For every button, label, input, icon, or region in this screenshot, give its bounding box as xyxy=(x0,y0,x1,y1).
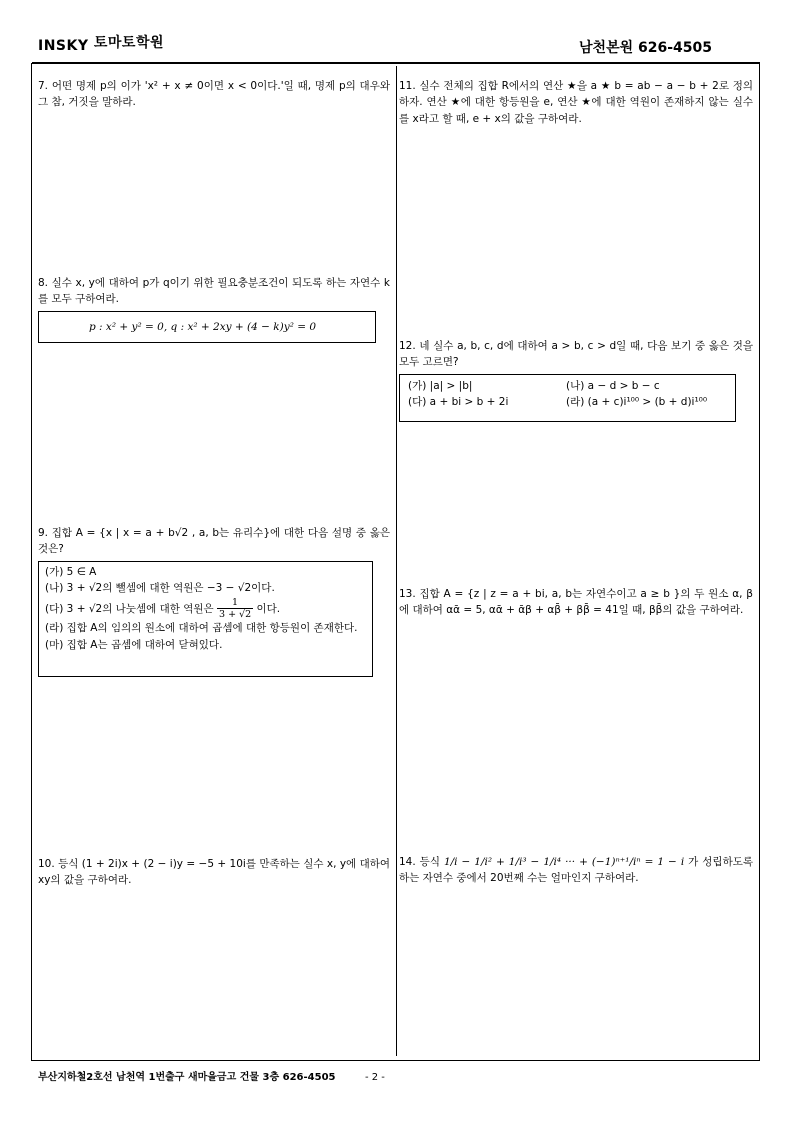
question-9-option-a: (가) 5 ∈ A xyxy=(45,566,97,578)
question-12-option-a: (가) |a| > |b| xyxy=(408,380,473,392)
brand xyxy=(38,36,164,58)
question-9: 9. 집합 A = {x | x = a + b√2 , a, b는 유리수}에 대한 다음 설명 중 옳은 것은? xyxy=(38,527,390,556)
question-12: 12. 네 실수 a, b, c, d에 대하여 a > b, c > d일 때, 다음 보기 중 옳은 것을 모두 고르면? xyxy=(399,340,753,369)
question-14-series: 1/i − 1/i² + 1/i³ − 1/i⁴ ··· + (−1)ⁿ⁺¹/iⁿ = 1 − i xyxy=(443,856,685,868)
question-13: 13. 집합 A = {z | z = a + bi, a, b는 자연수이고 a ≥ b }의 두 원소 α, β에 대하여 αᾱ = 5, αᾱ + ᾱβ + αβ̄ + ββ̄ = 41일 때, ββ̄의 값을 구하여라. xyxy=(399,588,753,617)
column-divider xyxy=(396,66,397,1056)
question-9-option-c-text: (다) 3 + √2의 나눗셈에 대한 역원은 xyxy=(45,602,214,615)
question-12-option-b: (나) a − d > b − c xyxy=(566,380,660,392)
question-9-option-b: (나) 3 + √2의 뺄셈에 대한 역원은 −3 − √2이다. xyxy=(45,582,275,595)
fraction-numerator: 1 xyxy=(217,597,253,609)
page-number: - 2 - xyxy=(364,1072,385,1083)
question-9-option-c xyxy=(45,597,366,621)
question-9-options-box xyxy=(38,561,373,677)
question-8: 8. 실수 x, y에 대하여 p가 q이기 위한 필요충분조건이 되도록 하는 자연수 k를 모두 구하여라. xyxy=(38,277,390,306)
question-9-option-c-suffix: 이다. xyxy=(256,602,281,615)
branch-info: 남천본원 626-4505 xyxy=(579,40,712,56)
question-12-option-c: (다) a + bi > b + 2i xyxy=(408,396,509,409)
question-9-option-d: (라) 집합 A의 임의의 원소에 대하여 곱셈에 대한 항등원이 존재한다. xyxy=(45,622,358,635)
fraction-denominator: 3 + √2 xyxy=(219,608,252,620)
footer xyxy=(38,1070,385,1086)
question-7: 7. 어떤 명제 p의 이가 'x² + x ≠ 0이면 x < 0이다.'일 때, 명제 p의 대우와 그 참, 거짓을 말하라. xyxy=(38,80,390,109)
brand-name: INSKY xyxy=(38,38,89,54)
question-12-options-box xyxy=(399,374,736,422)
question-14-suffix: 가 성립하도록 하는 자연수 중에서 20번째 수는 얼마인지 구하여라. xyxy=(399,856,754,885)
question-12-option-d: (라) (a + c)i¹⁰⁰ > (b + d)i¹⁰⁰ xyxy=(566,396,708,409)
brand-sub: 토마토학원 xyxy=(93,35,164,51)
question-14 xyxy=(399,854,753,887)
question-8-condition-box: p : x² + y² = 0, q : x² + 2xy + (4 − k)y² = 0 xyxy=(38,311,376,343)
footer-address: 부산지하철2호선 남천역 1번출구 새마을금고 건물 3층 626-4505 xyxy=(38,1072,336,1083)
question-9-fraction xyxy=(217,597,253,621)
question-14-prefix: 14. 등식 xyxy=(399,856,440,868)
question-9-option-e: (마) 집합 A는 곱셈에 대하여 닫혀있다. xyxy=(45,638,223,651)
question-10: 10. 등식 (1 + 2i)x + (2 − i)y = −5 + 10i를 만족하는 실수 x, y에 대하여 xy의 값을 구하여라. xyxy=(38,858,390,887)
question-11: 11. 실수 전체의 집합 R에서의 연산 ★을 a ★ b = ab − a − b + 2로 정의하자. 연산 ★에 대한 항등원을 e, 연산 ★에 대한 역원이 존재하지 않는 실수를 x라고 할 때, e + x의 값을 구하여라. xyxy=(399,80,753,125)
